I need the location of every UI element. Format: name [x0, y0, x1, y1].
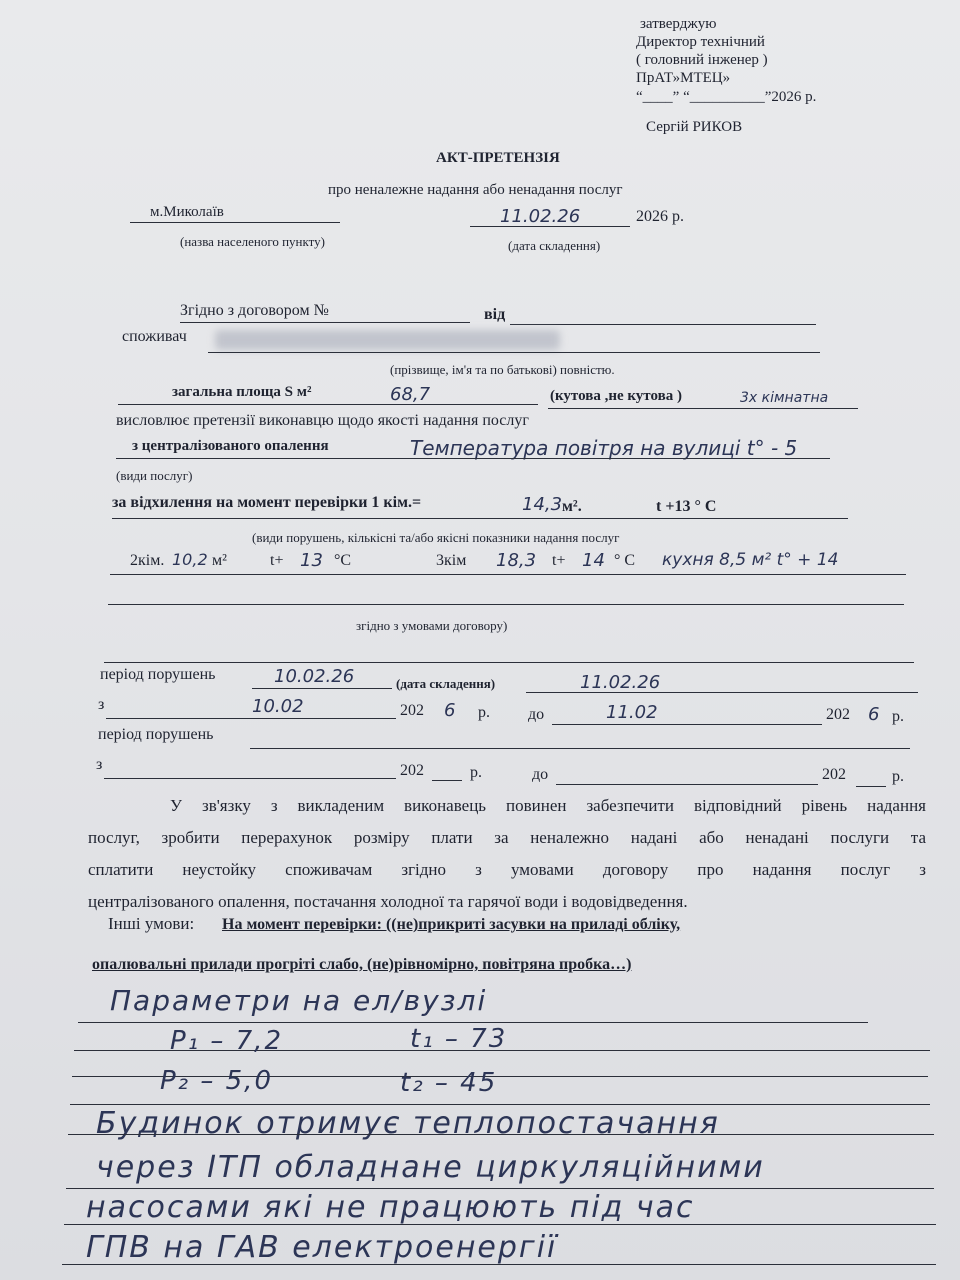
terms-caption: згідно з умовами договору)	[356, 618, 508, 633]
area-underline	[118, 404, 538, 405]
room3-temperature: 14	[582, 550, 605, 571]
deviation-label: за відхилення на момент перевірки 1 кім.=	[112, 494, 422, 511]
period2-to-year-suffix: р.	[892, 768, 904, 785]
deviation-underline	[112, 518, 848, 519]
room3-t-label: t+	[552, 552, 566, 569]
paragraph-line-2: послуг, зробити перерахунок розміру плати за неналежно надані або ненадані послуги та	[88, 828, 926, 847]
consumer-name-redacted	[215, 330, 560, 350]
date-year: 2026 р.	[636, 208, 684, 225]
period2-year-blank	[432, 780, 462, 781]
period2-year-suffix: р.	[470, 764, 482, 781]
place-underline	[130, 222, 340, 223]
room2-area-unit: м²	[212, 552, 227, 569]
note-line-2: через ІТП обладнане циркуляційними	[96, 1150, 765, 1185]
approval-date-line: “____” “__________”2026 р.	[636, 89, 817, 105]
room1-temperature: t +13 ° С	[656, 498, 717, 515]
period2-label: період порушень	[98, 726, 214, 743]
kitchen-note: кухня 8,5 м² t° + 14	[662, 550, 839, 570]
place-value: м.Миколаїв	[150, 204, 224, 220]
contract-from-label: від	[484, 306, 506, 323]
date-caption: (дата складення)	[508, 238, 601, 253]
notes-line-8	[62, 1264, 936, 1265]
period1-to-date: 11.02	[606, 702, 658, 723]
period1-from-date: 10.02	[252, 696, 304, 717]
consumer-underline	[208, 352, 820, 353]
rooms-underline	[110, 574, 906, 575]
approval-line-3: ( головний інженер )	[636, 52, 768, 68]
params-title: Параметри на ел/вузлі	[110, 984, 488, 1017]
outdoor-temperature-note: Температура повітря на вулиці t° - 5	[410, 436, 798, 460]
room-count-note: 3х кімнатна	[740, 390, 829, 406]
consumer-caption: (прізвище, ім'я та по батькові) повністю.	[390, 362, 615, 377]
notes-line-5	[68, 1134, 934, 1135]
blank-line-2	[104, 662, 914, 663]
room2-celsius: °С	[334, 552, 352, 569]
period1-to-year-digit: 6	[868, 704, 880, 725]
period2-to-year-blank	[856, 786, 886, 787]
period2-from-label: з	[96, 756, 103, 773]
period1-end: 11.02.26	[580, 672, 661, 693]
place-caption: (назва населеного пункту)	[180, 234, 325, 249]
approval-line-4: ПрАТ»МТЕЦ»	[636, 70, 731, 86]
period1-to-year-suffix: р.	[892, 708, 904, 725]
period1-year-suffix: р.	[478, 704, 490, 721]
period1-date-caption: (дата складення)	[396, 676, 496, 691]
corner-label: (кутова ,не кутова )	[550, 388, 682, 404]
period1-to-label: до	[528, 706, 545, 723]
pressure-1: P₁ – 7,2	[170, 1026, 283, 1056]
period1-year-prefix: 202	[400, 702, 424, 719]
approval-line-1: затверджую	[640, 16, 717, 32]
period1-label: період порушень	[100, 666, 216, 683]
pressure-2: P₂ – 5,0	[160, 1066, 273, 1096]
contract-label: Згідно з договором №	[180, 302, 329, 319]
temperature-2: t₂ – 45	[400, 1068, 498, 1098]
period2-to-year-prefix: 202	[822, 766, 846, 783]
period2-underline	[250, 748, 910, 749]
room1-area: 14,3	[522, 494, 563, 515]
period1-start-underline	[252, 688, 392, 689]
date-underline	[470, 226, 630, 227]
notes-line-7	[64, 1224, 936, 1225]
room3-celsius: ° С	[614, 552, 636, 569]
other-conditions-line-2: опалювальні прилади прогріті слабо, (не)рівномірно, повітряна пробка…)	[92, 956, 632, 973]
service-caption: (види послуг)	[116, 468, 193, 483]
approval-signer: Сергій РИКОВ	[646, 119, 743, 135]
period1-from-underline	[106, 718, 396, 719]
service-underline	[116, 458, 830, 459]
room2-temperature: 13	[300, 550, 323, 571]
deviation-caption: (види порушень, кількісні та/або якісні показники надання послуг	[252, 530, 620, 545]
document-subtitle: про неналежне надання або ненадання послуг	[328, 182, 623, 198]
consumer-label: споживач	[122, 328, 187, 345]
blank-line-1	[108, 604, 904, 605]
period1-end-underline	[526, 692, 918, 693]
corner-underline	[548, 408, 858, 409]
period1-from-label: з	[98, 696, 105, 713]
period2-from-underline	[104, 778, 396, 779]
room2-t-label: t+	[270, 552, 284, 569]
date-handwritten: 11.02.26	[500, 206, 581, 227]
approval-line-2: Директор технічний	[636, 34, 765, 50]
temperature-1: t₁ – 73	[410, 1024, 508, 1054]
note-line-1: Будинок отримує теплопостачання	[96, 1106, 720, 1141]
period1-to-underline	[552, 724, 822, 725]
paragraph-line-4: централізованого опалення, постачання холодної та гарячої води і водовідведення.	[88, 892, 688, 911]
notes-line-4	[70, 1104, 930, 1105]
other-conditions-label: Інші умови:	[108, 914, 195, 933]
document-title: АКТ-ПРЕТЕНЗІЯ	[436, 150, 560, 166]
area-value: 68,7	[390, 384, 431, 405]
area-label: загальна площа S м²	[172, 384, 312, 400]
other-conditions-line-1: На момент перевірки: ((не)прикриті засувки на приладі обліку,	[222, 916, 681, 933]
service-type: з централізованого опалення	[132, 438, 329, 454]
period2-year-prefix: 202	[400, 762, 424, 779]
period2-to-underline	[556, 784, 818, 785]
note-line-3: насосами які не працюють під час	[86, 1190, 695, 1225]
room3-area: 18,3	[496, 550, 537, 571]
room2-label: 2кім.	[130, 552, 165, 569]
period1-to-year-prefix: 202	[826, 706, 850, 723]
room1-area-unit: м².	[562, 498, 582, 515]
notes-line-1	[78, 1022, 868, 1023]
claims-text: висловлює претензії виконавцю щодо якості надання послуг	[116, 412, 529, 429]
obligations-paragraph	[88, 790, 926, 918]
note-line-4: ГПВ на ГАВ електроенергії	[86, 1230, 558, 1265]
period2-to-label: до	[532, 766, 549, 783]
room2-area: 10,2	[172, 550, 208, 569]
paragraph-line-1: У зв'язку з викладеним виконавець повинен забезпечити відповідний рівень надання	[170, 796, 926, 815]
room3-label: 3кім	[436, 552, 467, 569]
contract-number-line	[180, 322, 470, 323]
contract-date-line	[510, 324, 816, 325]
period1-year-digit: 6	[444, 700, 456, 721]
period1-start: 10.02.26	[274, 666, 355, 687]
notes-line-6	[66, 1188, 934, 1189]
paragraph-line-3: сплатити неустойку споживачам згідно з умовами договору про надання послуг з	[88, 860, 926, 879]
